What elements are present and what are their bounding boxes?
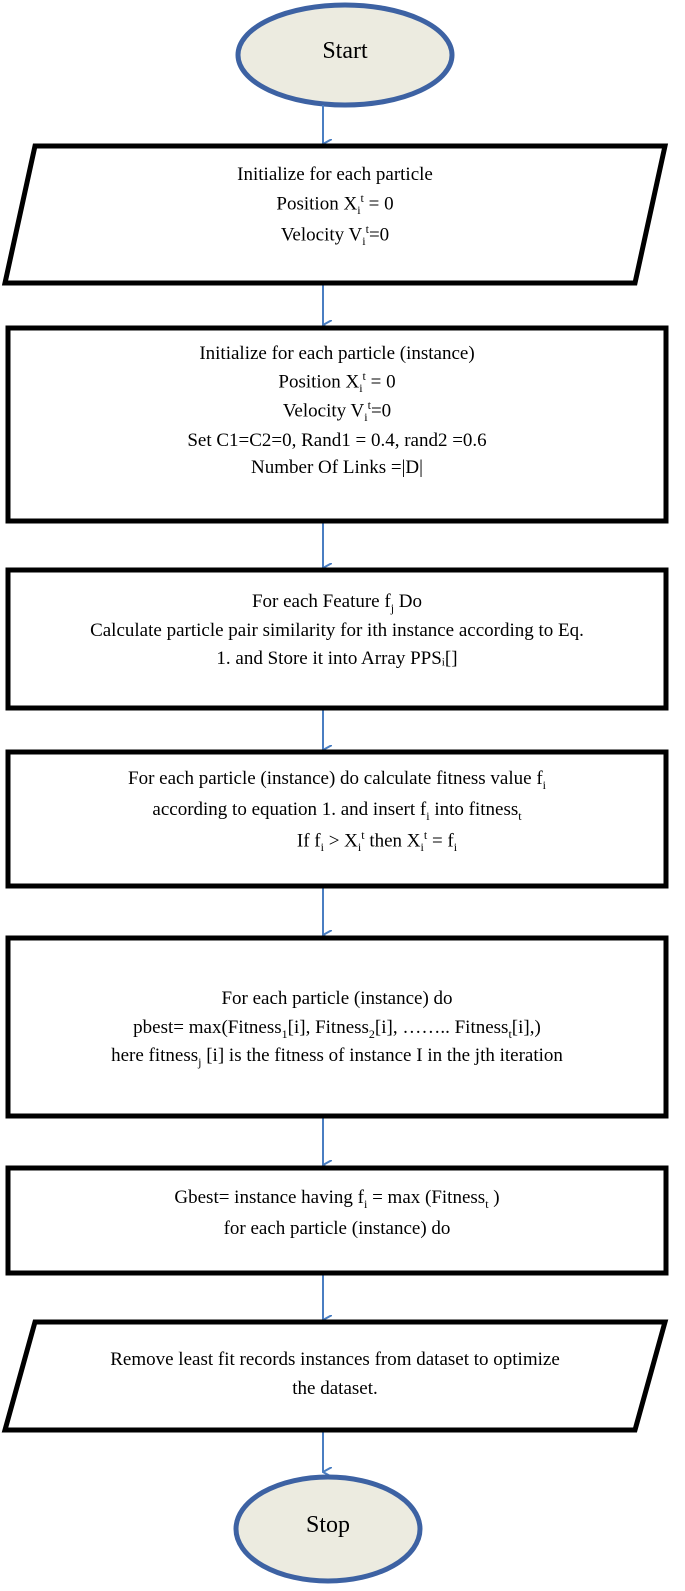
pbest-line1: For each particle (instance) do — [221, 988, 453, 1009]
init-instances-text — [20, 340, 654, 482]
fitness-calc-line3: If $f_i > X_i^t$ then $X_i^t = f_i$ — [296, 827, 458, 855]
init-instances-params: Set C1=C2=0, Rand1 = 0.4, rand2 =0.6 — [187, 429, 487, 451]
gbest-line1: Gbest= instance having $f_i = \max$ (Fitness$_t$ ) — [174, 1187, 500, 1211]
init-particles-position: Position $X_i^t = 0$ — [276, 191, 394, 218]
fitness-calc-line2: according to equation 1. and insert $f_i$ into fitness$_t$ — [152, 798, 522, 823]
feature-loop-line2: Calculate particle pair similarity for ith instance according to Eq. — [90, 619, 584, 641]
pbest-line2: pbest= max(Fitness$_1$[i], Fitness$_2$[i], …….. Fitness$_t$[i],) — [133, 1016, 541, 1041]
init-particles-velocity: Velocity $V_i^t=0$ — [280, 222, 390, 249]
init-instances-line1: Initialize for each particle (instance) — [199, 343, 475, 364]
gbest-text — [20, 1183, 654, 1244]
remove-line2: the dataset. — [292, 1377, 378, 1399]
feature-loop-text — [20, 588, 654, 674]
pbest-line3: here fitness$_j$ [i] is the fitness of instance I in the jth iteration — [111, 1045, 563, 1070]
fitness-calc-line1: For each particle (instance) do calculate fitness value $f_i$ — [128, 768, 546, 792]
remove-line1: Remove least fit records instances from dataset to optimize — [110, 1349, 560, 1370]
fitness-calc-text — [20, 764, 654, 857]
init-instances-velocity: Velocity $V_i^t=0$ — [282, 398, 392, 425]
gbest-line2: for each particle (instance) do — [223, 1217, 451, 1239]
remove-text — [30, 1346, 640, 1403]
stop-label: Stop — [305, 1512, 350, 1538]
feature-loop-line3: 1. and Store it into Array PPSᵢ[] — [216, 648, 458, 670]
feature-loop-line1: For each Feature $f_j$ Do — [251, 591, 423, 615]
pbest-text — [14, 985, 660, 1071]
start-label: Start — [322, 38, 368, 64]
init-instances-links: Number Of Links =|D| — [251, 457, 423, 479]
init-particles-line1: Initialize for each particle — [237, 164, 433, 185]
init-particles-text — [40, 160, 630, 251]
init-instances-position: Position $X_i^t = 0$ — [278, 368, 396, 395]
